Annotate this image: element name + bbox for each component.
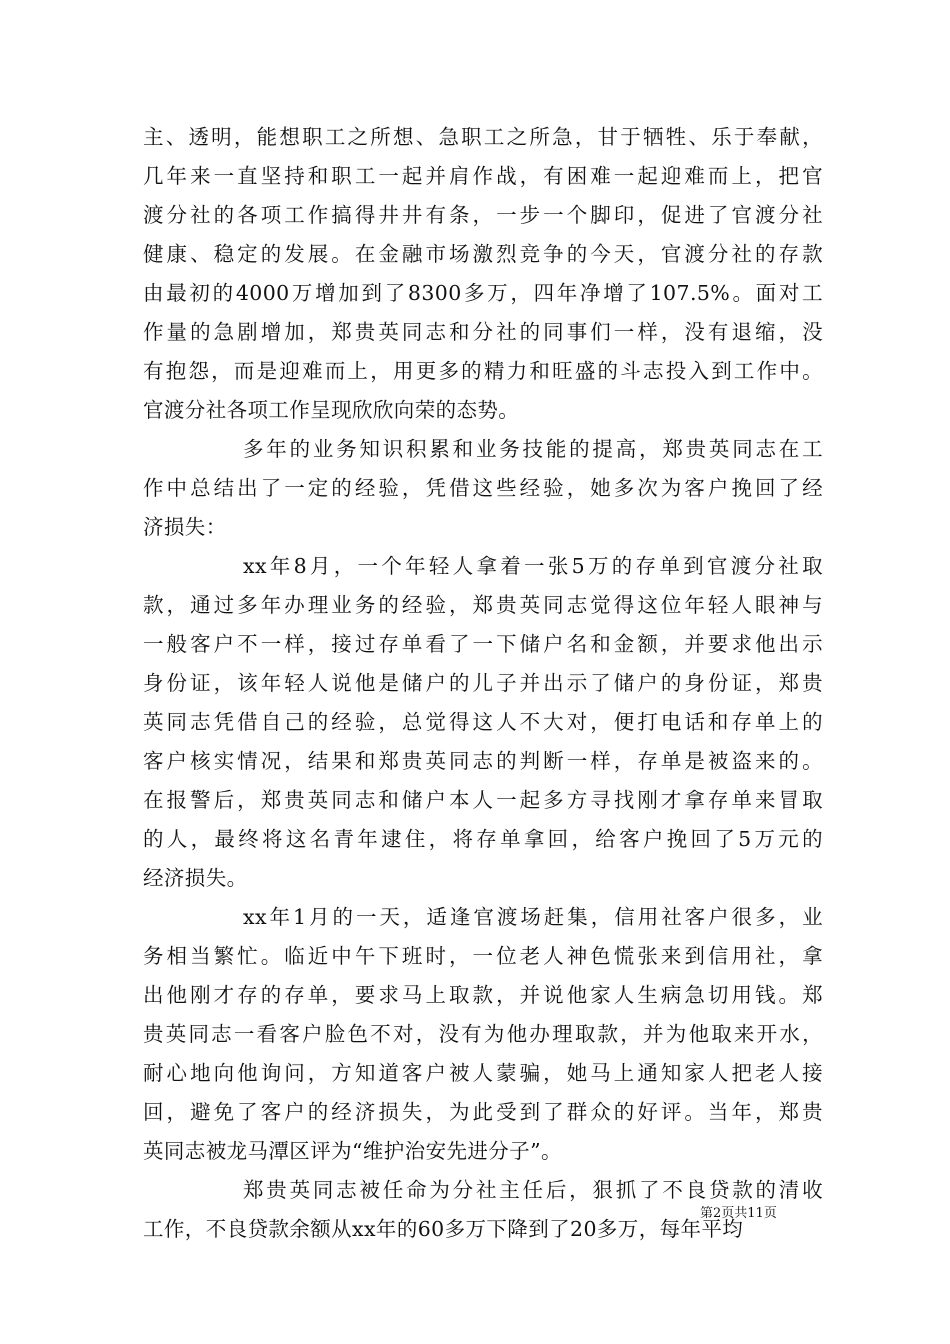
text-line: 几年来一直坚持和职工一起并肩作战，有困难一起迎难而上，把官 — [143, 164, 823, 188]
text-line: 作中总结出了一定的经验，凭借这些经验，她多次为客户挽回了经 — [143, 476, 823, 500]
text-line: 济损失： — [143, 515, 227, 539]
text-line: 由最初的4000万增加到了8300多万，四年净增了107.5%。面对工 — [143, 281, 823, 305]
text-line: 身份证，该年轻人说他是储户的儿子并出示了储户的身份证，郑贵 — [143, 671, 823, 695]
text-line: 经济损失。 — [143, 866, 248, 890]
text-line: 主、透明，能想职工之所想、急职工之所急，甘于牺牲、乐于奉献， — [143, 125, 823, 149]
text-line: 一般客户不一样，接过存单看了一下储户名和金额，并要求他出示 — [143, 632, 823, 656]
text-line: 客户核实情况，结果和郑贵英同志的判断一样，存单是被盗来的。 — [143, 749, 823, 773]
text-line: 工作，不良贷款余额从xx年的60多万下降到了20多万，每年平均 — [143, 1217, 744, 1241]
text-line: 的人，最终将这名青年逮住，将存单拿回，给客户挽回了5万元的 — [143, 827, 823, 851]
paragraph-start-line: 多年的业务知识积累和业务技能的提高，郑贵英同志在工 — [243, 437, 823, 461]
text-line: 作量的急剧增加，郑贵英同志和分社的同事们一样，没有退缩，没 — [143, 320, 823, 344]
text-line: 渡分社的各项工作搞得井井有条，一步一个脚印，促进了官渡分社 — [143, 203, 823, 227]
text-line: 耐心地向他询问，方知道客户被人蒙骗，她马上通知家人把老人接 — [143, 1061, 823, 1085]
text-line: 在报警后，郑贵英同志和储户本人一起多方寻找刚才拿存单来冒取 — [143, 788, 823, 812]
text-line: 英同志凭借自己的经验，总觉得这人不大对，便打电话和存单上的 — [143, 710, 823, 734]
text-line: 务相当繁忙。临近中午下班时，一位老人神色慌张来到信用社，拿 — [143, 944, 823, 968]
paragraph-start-line: xx年8月，一个年轻人拿着一张5万的存单到官渡分社取 — [243, 554, 823, 578]
document-body — [143, 118, 823, 1249]
page-number-footer: 第2页共11页 — [700, 1206, 777, 1221]
text-line: 款，通过多年办理业务的经验，郑贵英同志觉得这位年轻人眼神与 — [143, 593, 823, 617]
text-line: 健康、稳定的发展。在金融市场激烈竞争的今天，官渡分社的存款 — [143, 242, 823, 266]
text-line: 有抱怨，而是迎难而上，用更多的精力和旺盛的斗志投入到工作中。 — [143, 359, 823, 383]
text-line: 回，避免了客户的经济损失，为此受到了群众的好评。当年，郑贵 — [143, 1100, 823, 1124]
paragraph-start-line: 郑贵英同志被任命为分社主任后，狠抓了不良贷款的清收 — [243, 1178, 823, 1202]
text-line: 贵英同志一看客户脸色不对，没有为他办理取款，并为他取来开水， — [143, 1022, 823, 1046]
text-line: 英同志被龙马潭区评为“维护治安先进分子”。 — [143, 1139, 562, 1163]
text-line: 官渡分社各项工作呈现欣欣向荣的态势。 — [143, 398, 520, 422]
paragraph-start-line: xx年1月的一天，适逢官渡场赶集，信用社客户很多，业 — [243, 905, 823, 929]
text-line: 出他刚才存的存单，要求马上取款，并说他家人生病急切用钱。郑 — [143, 983, 823, 1007]
